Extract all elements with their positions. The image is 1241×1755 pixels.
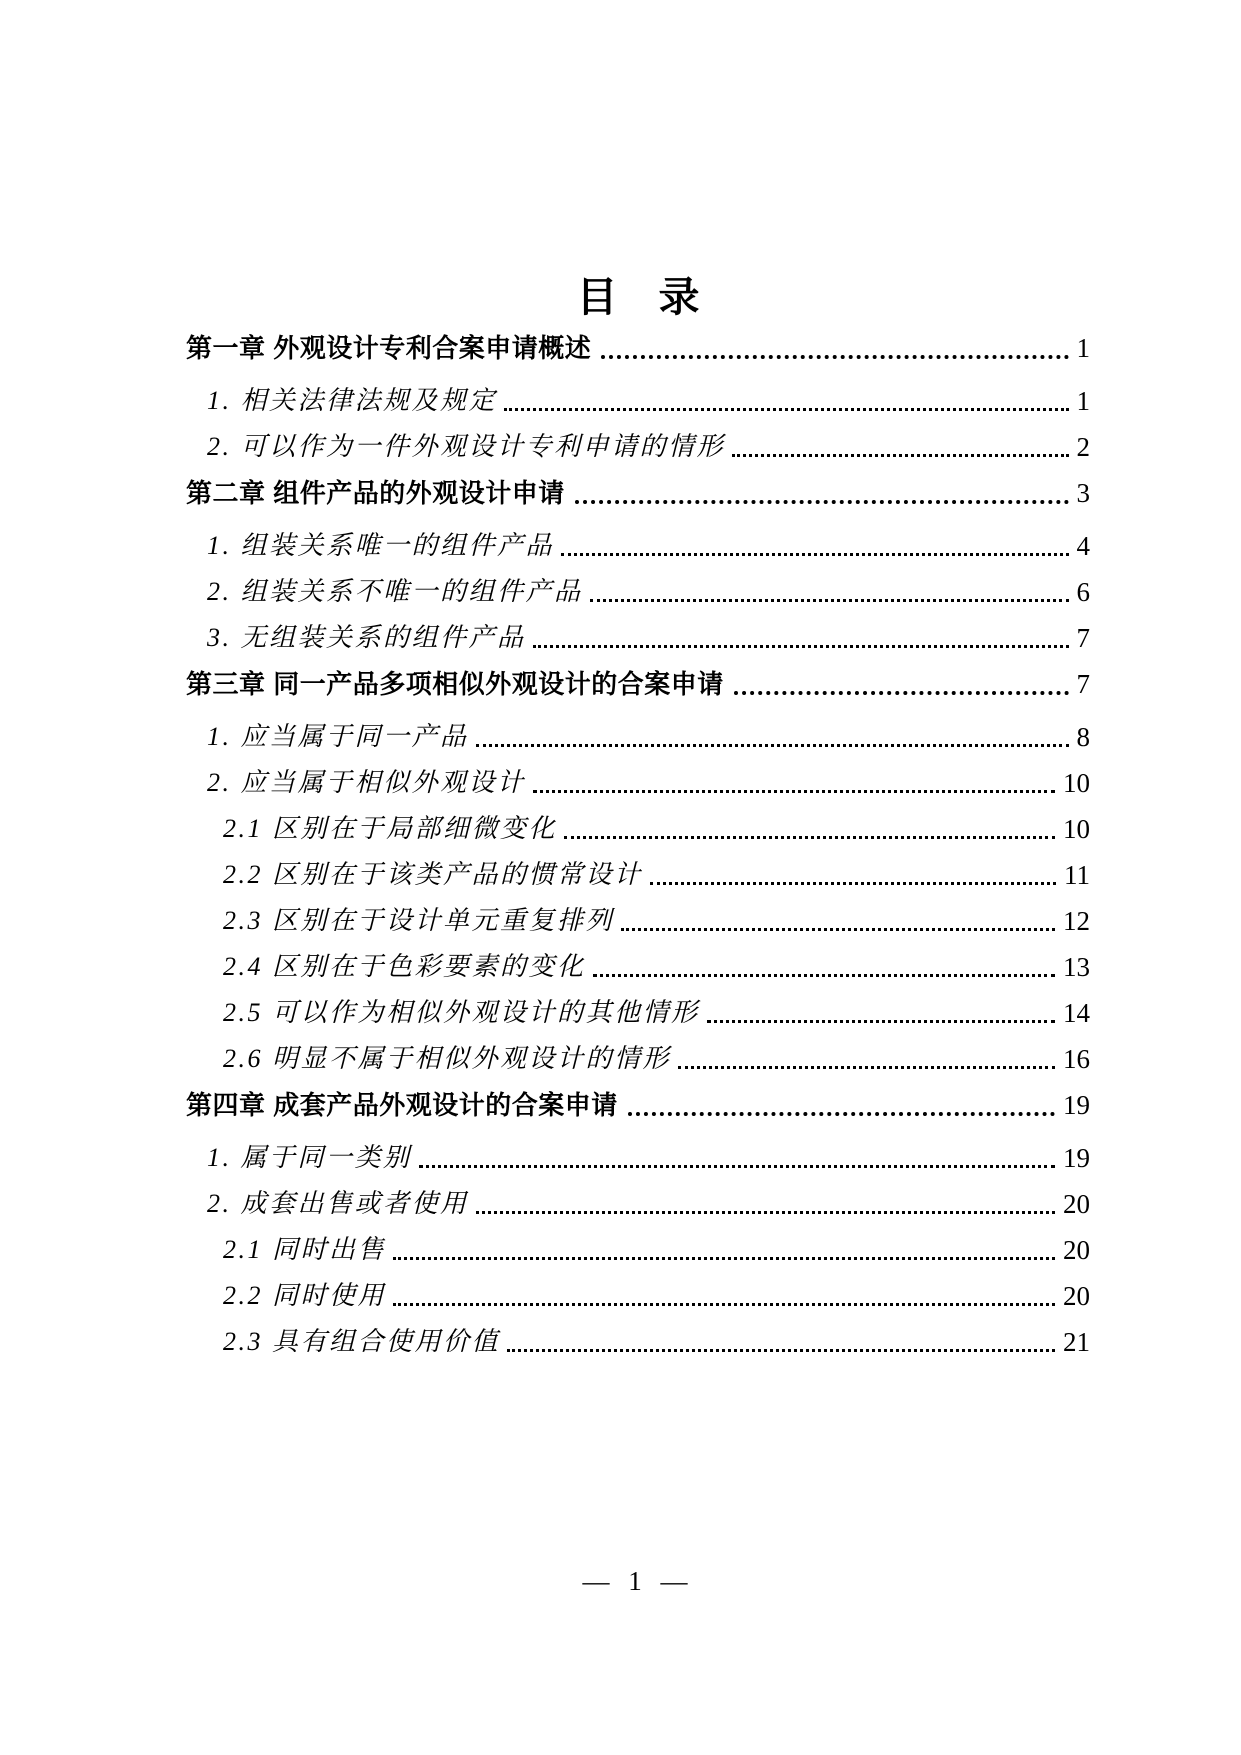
toc-entry-chapter-7[interactable] xyxy=(186,654,1090,700)
leader-dots xyxy=(393,1257,1055,1260)
leader-dots xyxy=(533,790,1055,793)
toc-entry-s2-21[interactable] xyxy=(223,1312,1090,1358)
toc-entry-chapter-0[interactable] xyxy=(186,318,1090,364)
toc-entry-s1-5[interactable] xyxy=(207,562,1090,608)
toc-entry-page-number: 21 xyxy=(1063,1326,1090,1357)
toc-entry-chapter-16[interactable] xyxy=(186,1075,1090,1121)
toc-entry-page-number: 20 xyxy=(1063,1234,1090,1265)
toc-entry-s1-6[interactable] xyxy=(207,608,1090,654)
toc-entry-s1-18[interactable] xyxy=(207,1174,1090,1220)
toc-entry-s2-20[interactable] xyxy=(223,1266,1090,1312)
leader-dots xyxy=(504,408,1068,411)
toc-entry-s2-10[interactable] xyxy=(223,799,1090,845)
toc-entry-page-number: 7 xyxy=(1076,668,1090,699)
page-title: 目 录 xyxy=(576,274,700,320)
toc-entry-label: 2.1 区别在于局部细微变化 xyxy=(223,813,558,843)
toc-entry-label: 1. 属于同一类别 xyxy=(207,1142,412,1172)
leader-dots xyxy=(393,1303,1055,1306)
leader-dots xyxy=(650,882,1056,885)
toc-entry-page-number: 20 xyxy=(1063,1188,1090,1219)
toc-entry-page-number: 8 xyxy=(1076,721,1090,752)
toc-entry-page-number: 19 xyxy=(1063,1089,1090,1120)
toc-entry-page-number: 14 xyxy=(1063,997,1090,1028)
toc-entry-s2-11[interactable] xyxy=(223,845,1090,891)
toc-entry-page-number: 1 xyxy=(1076,332,1090,363)
toc-entry-label: 2.4 区别在于色彩要素的变化 xyxy=(223,951,586,981)
toc-entry-page-number: 1 xyxy=(1076,385,1090,416)
toc-entry-page-number: 19 xyxy=(1063,1142,1090,1173)
toc-entry-label: 2. 成套出售或者使用 xyxy=(207,1188,469,1218)
toc-entry-s1-9[interactable] xyxy=(207,753,1090,799)
toc-entry-s1-8[interactable] xyxy=(207,707,1090,753)
toc-entry-label: 2.6 明显不属于相似外观设计的情形 xyxy=(223,1043,672,1073)
leader-dots xyxy=(734,691,1069,695)
leader-dots xyxy=(507,1349,1055,1352)
toc-entry-s1-1[interactable] xyxy=(207,371,1090,417)
toc-entry-label: 2.2 同时使用 xyxy=(223,1280,387,1310)
leader-dots xyxy=(476,744,1069,747)
toc-entry-page-number: 7 xyxy=(1076,622,1090,653)
toc-entry-label: 第一章 外观设计专利合案申请概述 xyxy=(186,332,592,363)
toc-entry-label: 2.2 区别在于该类产品的惯常设计 xyxy=(223,859,643,889)
toc-entry-page-number: 10 xyxy=(1063,767,1090,798)
leader-dots xyxy=(561,553,1068,556)
leader-dots xyxy=(419,1165,1055,1168)
leader-dots xyxy=(732,454,1068,457)
footer-page-number: — 1 — xyxy=(582,1566,694,1596)
toc-entry-page-number: 12 xyxy=(1063,905,1090,936)
leader-dots xyxy=(593,974,1055,977)
toc-entry-page-number: 4 xyxy=(1076,530,1090,561)
toc-entry-label: 3. 无组装关系的组件产品 xyxy=(207,622,526,652)
leader-dots xyxy=(601,355,1068,359)
toc-entry-label: 2.3 具有组合使用价值 xyxy=(223,1326,501,1356)
toc-entry-s1-2[interactable] xyxy=(207,417,1090,463)
toc-entry-page-number: 11 xyxy=(1064,859,1090,890)
toc-entry-label: 1. 组装关系唯一的组件产品 xyxy=(207,530,555,560)
toc-entry-page-number: 10 xyxy=(1063,813,1090,844)
leader-dots xyxy=(533,645,1069,648)
leader-dots xyxy=(476,1211,1055,1214)
leader-dots xyxy=(621,928,1055,931)
toc-entry-page-number: 2 xyxy=(1076,431,1090,462)
toc-entry-s2-19[interactable] xyxy=(223,1220,1090,1266)
leader-dots xyxy=(678,1066,1055,1069)
toc-entry-label: 1. 应当属于同一产品 xyxy=(207,721,469,751)
leader-dots xyxy=(564,836,1055,839)
toc-entry-page-number: 3 xyxy=(1076,477,1090,508)
toc-entry-s2-14[interactable] xyxy=(223,983,1090,1029)
toc-entry-page-number: 16 xyxy=(1063,1043,1090,1074)
toc-entry-label: 第三章 同一产品多项相似外观设计的合案申请 xyxy=(186,668,724,699)
toc-entry-chapter-3[interactable] xyxy=(186,463,1090,509)
toc-entry-page-number: 6 xyxy=(1076,576,1090,607)
toc-entry-label: 1. 相关法律法规及规定 xyxy=(207,385,498,415)
table-of-contents xyxy=(186,318,1090,1358)
toc-entry-label: 第二章 组件产品的外观设计申请 xyxy=(186,477,565,508)
leader-dots xyxy=(590,599,1069,602)
toc-entry-label: 第四章 成套产品外观设计的合案申请 xyxy=(186,1089,618,1120)
toc-entry-s1-17[interactable] xyxy=(207,1128,1090,1174)
toc-entry-s2-13[interactable] xyxy=(223,937,1090,983)
leader-dots xyxy=(628,1112,1055,1116)
toc-entry-label: 2. 可以作为一件外观设计专利申请的情形 xyxy=(207,431,726,461)
toc-entry-label: 2. 应当属于相似外观设计 xyxy=(207,767,526,797)
leader-dots xyxy=(707,1020,1055,1023)
toc-entry-s2-12[interactable] xyxy=(223,891,1090,937)
toc-entry-s1-4[interactable] xyxy=(207,516,1090,562)
toc-entry-label: 2.5 可以作为相似外观设计的其他情形 xyxy=(223,997,700,1027)
toc-entry-page-number: 13 xyxy=(1063,951,1090,982)
toc-entry-page-number: 20 xyxy=(1063,1280,1090,1311)
toc-entry-label: 2. 组装关系不唯一的组件产品 xyxy=(207,576,583,606)
leader-dots xyxy=(575,500,1069,504)
toc-entry-label: 2.1 同时出售 xyxy=(223,1234,387,1264)
toc-entry-s2-15[interactable] xyxy=(223,1029,1090,1075)
toc-entry-label: 2.3 区别在于设计单元重复排列 xyxy=(223,905,615,935)
page-footer xyxy=(186,1566,1090,1597)
